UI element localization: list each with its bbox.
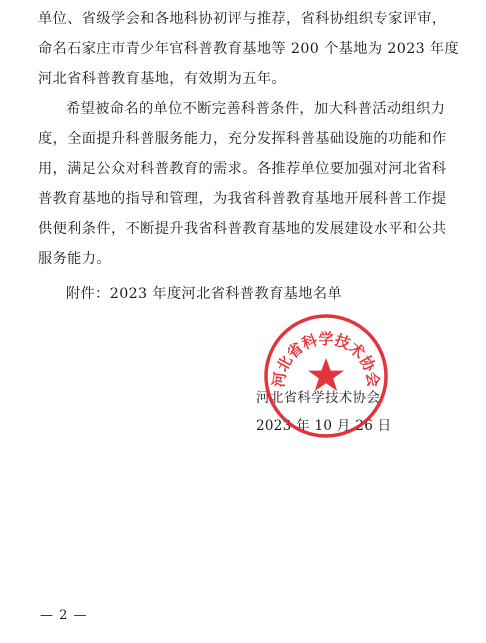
paragraph-1-line-3: 河北省科普教育基地，有效期为五年。 (38, 71, 286, 87)
page-number: — 2 — (40, 608, 88, 623)
paragraph-1-line-1: 单位、省级学会和各地科协初评与推荐，省科协组织专家评审， (38, 11, 447, 27)
paragraph-2-line-1: 希望被命名的单位不断完善科普条件，加大科普活动组织力 (66, 101, 446, 117)
paragraph-1-line-2: 命名石家庄市青少年官科普教育基地等 200 个基地为 2023 年度 (38, 41, 460, 57)
signature-date: 2023 年 10 月 26 日 (256, 418, 392, 434)
paragraph-2-line-5: 供便利条件，不断提升我省科普教育基地的发展建设水平和公共 (38, 221, 447, 237)
paragraph-2-line-4: 普教育基地的指导和管理，为我省科普教育基地开展科普工作提 (38, 191, 447, 207)
signature-org: 河北省科学技术协会 (256, 390, 381, 406)
paragraph-2-line-6: 服务能力。 (38, 251, 111, 267)
paragraph-2-line-3: 用，满足公众对科普教育的需求。各推荐单位要加强对河北省科 (38, 161, 447, 177)
seal-text: 河北省科学技术协会 (269, 330, 383, 389)
attachment-line: 附件：2023 年度河北省科普教育基地名单 (66, 286, 343, 302)
official-seal (262, 312, 390, 440)
seal-star-icon (308, 358, 344, 391)
paragraph-2-line-2: 度，全面提升科普服务能力，充分发挥科普基础设施的功能和作 (38, 131, 447, 147)
